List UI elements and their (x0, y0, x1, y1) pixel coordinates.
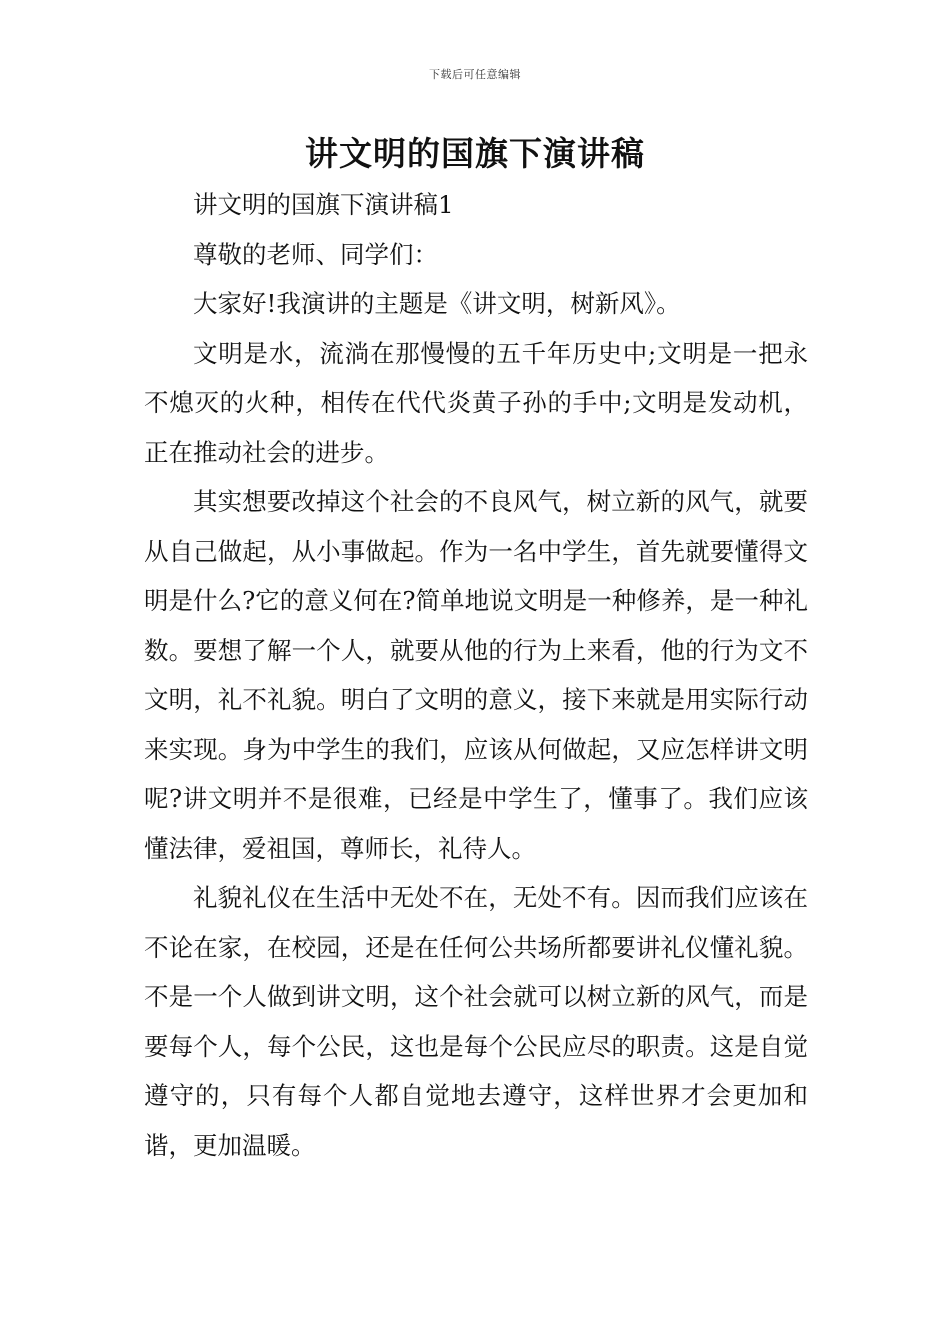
document-title: 讲文明的国旗下演讲稿 (305, 134, 645, 173)
body-paragraph: 其实想要改掉这个社会的不良风气，树立新的风气，就要从自己做起，从小事做起。作为一名中学生，首先就要懂得文明是什么?它的意义何在?简单地说文明是一种修养，是一种礼数。要想了解一个人，就要从他的行为上来看，他的行为文不文明，礼不礼貌。明白了文明的意义，接下来就是用实际行动来实现。身为中学生的我们，应该从何做起，又应怎样讲文明呢?讲文明并不是很难，已经是中学生了，懂事了。我们应该懂法律，爱祖国，尊师长，礼待人。 (144, 487, 808, 863)
body-paragraph: 礼貌礼仪在生活中无处不在，无处不有。因而我们应该在不论在家，在校园，还是在任何公共场所都要讲礼仪懂礼貌。不是一个人做到讲文明，这个社会就可以树立新的风气，而是要每个人，每个公民，这也是每个公民应尽的职责。这是自觉遵守的，只有每个人都自觉地去遵守，这样世界才会更加和谐，更加温暖。 (144, 883, 808, 1160)
greeting-paragraph: 大家好!我演讲的主题是《讲文明，树新风》。 (193, 289, 681, 318)
salutation-paragraph: 尊敬的老师、同学们： (193, 239, 438, 269)
document-body (144, 180, 808, 1170)
subtitle-paragraph: 讲文明的国旗下演讲稿1 (193, 190, 454, 219)
body-paragraph: 文明是水，流淌在那慢慢的五千年历史中;文明是一把永不熄灭的火种，相传在代代炎黄子孙的手中;文明是发动机，正在推动社会的进步。 (144, 338, 808, 467)
header-note: 下载后可任意编辑 (429, 68, 521, 81)
